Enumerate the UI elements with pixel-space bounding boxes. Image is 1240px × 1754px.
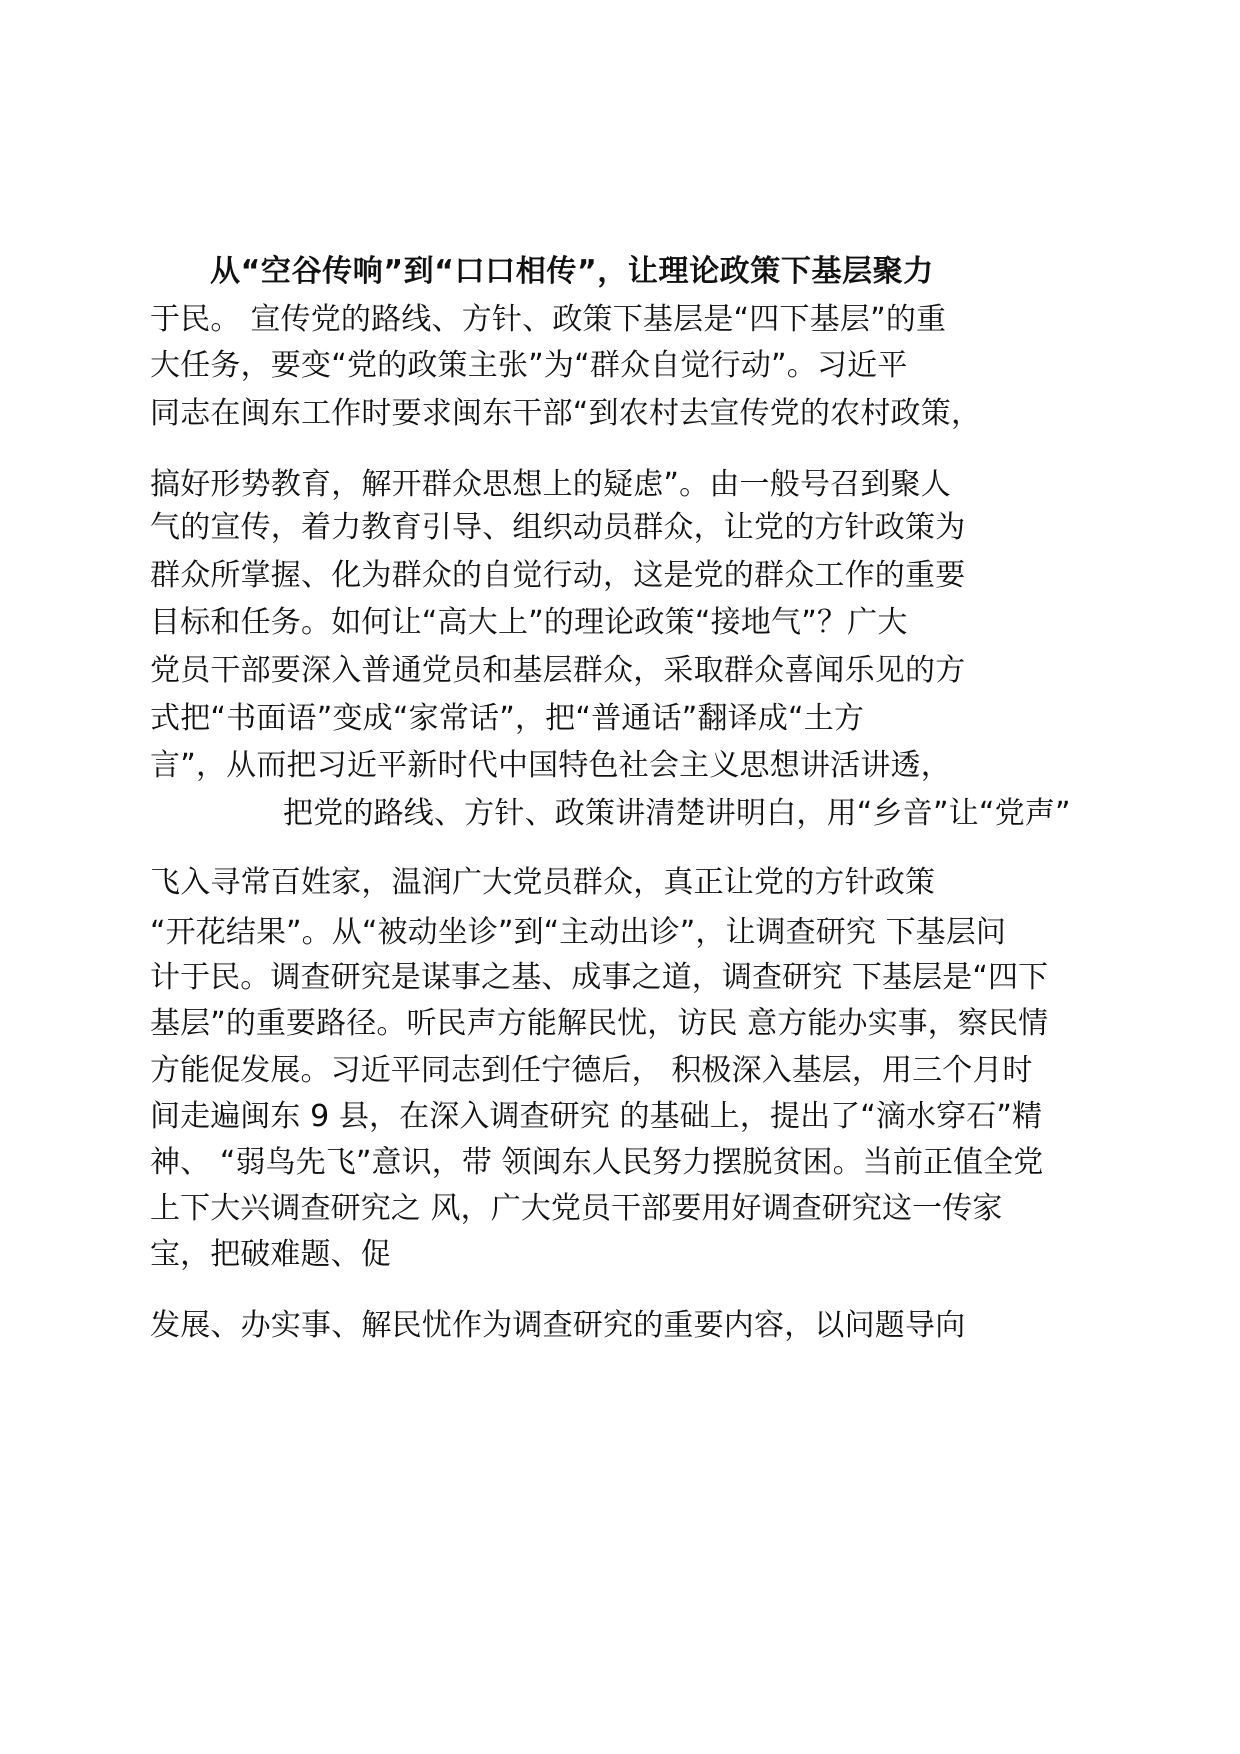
text-line: 间走遍闽东 9 县，在深入调查研究 的基础上，提出了“滴水穿石”精 [150,1099,1043,1134]
text-line: 神、 “弱鸟先飞”意识，带 领闽东人民努力摆脱贫困。当前正值全党 [150,1145,1044,1180]
text-line: 同志在闽东工作时要求闽东干部“到农村去宣传党的农村政策， [150,396,982,431]
text-line: 宝，把破难题、促 [150,1237,391,1272]
text-line: 发展、办实事、解民忧作为调查研究的重要内容，以问题导向 [150,1308,966,1343]
text-line: 言”，从而把习近平新时代中国特色社会主义思想讲活讲透， [150,748,951,783]
text-line: 把党的路线、方针、政策讲清楚讲明白，用“乡音”让“党声” [283,796,1071,831]
text-line: 飞入寻常百姓家，温润广大党员群众，真正让党的方针政策 [150,865,936,900]
text-line: 基层”的重要路径。听民声方能解民忧，访民 意方能办实事，察民情 [150,1006,1049,1041]
heading-line: 从“空谷传响”到“口口相传”，让理论政策下基层聚力 [210,254,934,289]
text-line: 气的宣传，着力教育引导、组织动员群众，让党的方针政策为 [150,510,966,545]
text-line: 式把“书面语”变成“家常话”，把“普通话”翻译成“土方 [150,701,865,736]
text-line: 大任务，要变“党的政策主张”为“群众自觉行动”。习近平 [150,348,908,383]
text-line: 计于民。调查研究是谋事之基、成事之道，调查研究 下基层是“四下 [150,960,1049,995]
text-line: 于民。 宣传党的路线、方针、政策下基层是“四下基层”的重 [150,302,947,337]
text-line: 方能促发展。习近平同志到任宁德后， 积极深入基层，用三个月时 [150,1053,1033,1088]
text-line: 目标和任务。如何让“高大上”的理论政策“接地气”？广大 [150,605,908,640]
text-line: 上下大兴调查研究之 风，广大党员干部要用好调查研究这一传家 [150,1191,1003,1226]
text-line: 群众所掌握、化为群众的自觉行动，这是党的群众工作的重要 [150,558,966,593]
text-line: “开花结果”。从“被动坐诊”到“主动出诊”，让调查研究 下基层问 [150,915,1006,950]
text-line: 党员干部要深入普通党员和基层群众，采取群众喜闻乐见的方 [150,653,966,688]
text-line: 搞好形势教育，解开群众思想上的疑虑”。由一般号召到聚人 [150,467,951,502]
